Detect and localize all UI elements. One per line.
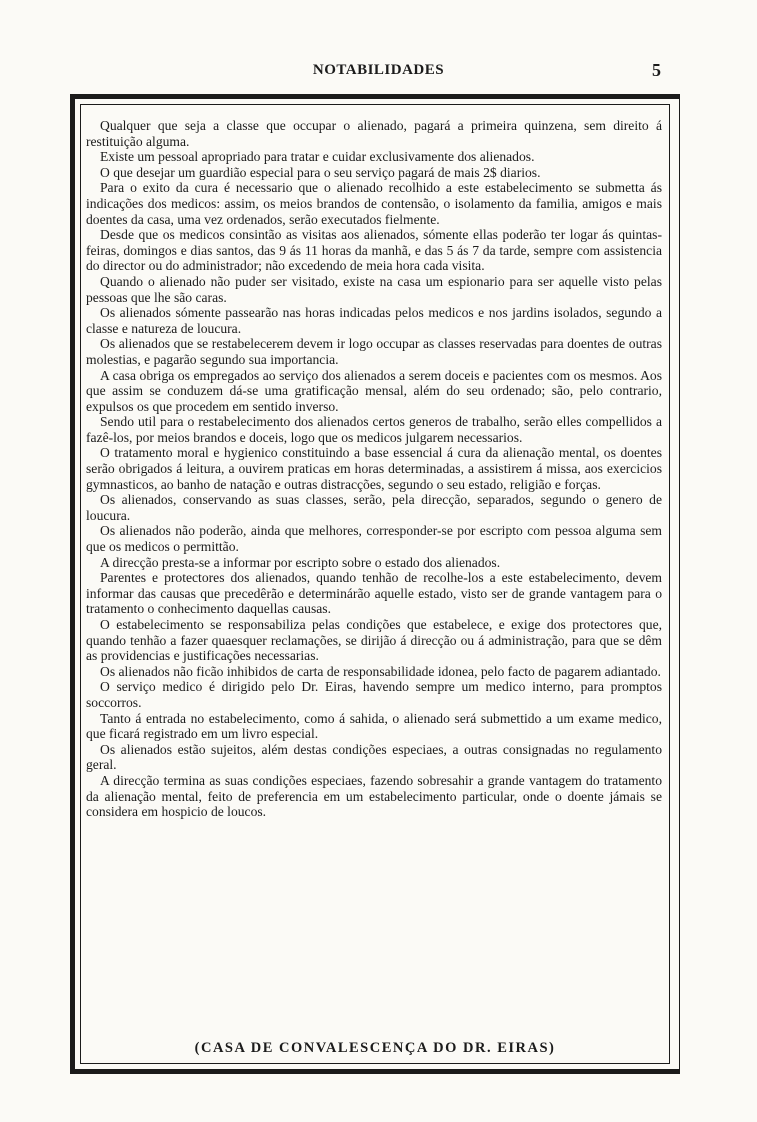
paragraph: Tanto á entrada no estabelecimento, como á sahida, o alienado será submettido a um exame medico, que ficará registrado em um livro especial. [86, 710, 662, 742]
paragraph: A direcção presta-se a informar por escripto sobre o estado dos alienados. [100, 554, 501, 570]
paragraph: Os alienados, conservando as suas classes, serão, pela direcção, separados, segundo o genero de loucura. [86, 492, 662, 523]
paragraph: Desde que os medicos consintão as visitas aos alienados, sómente ellas poderão ter logar ás quintas-feiras, domingos e dias santos, das 9 ás 11 horas da manhã, e das 5 ás 7 da tarde, sempre com assistencia do director ou do administrador; não excedendo de meia hora cada visita. [86, 227, 662, 274]
paragraph: O tratamento moral e hygienico constituindo a base essencial á cura da alienação mental, os doentes serão obrigados á leitura, a ouvirem praticas em horas determinadas, a assistirem á missa, aos exercicios gymnasticos, ao banho de natação e outras distracções, segundo o seu estado, religião e forças. [86, 445, 662, 492]
body-text [86, 118, 662, 820]
paragraph: O que desejar um guardião especial para o seu serviço pagará de mais 2$ diarios. [100, 164, 541, 180]
paragraph: Parentes e protectores dos alienados, quando tenhão de recolhe-los a este estabelecimento, devem informar das causas que precedêrão e determinárão aquelle estado, visto ser de grande vantagem para o tratamento o conhecimento daquellas causas. [86, 570, 662, 617]
paragraph: Os alienados não ficão inhibidos de carta de responsabilidade idonea, pelo facto de pagarem adiantado. [100, 663, 661, 679]
paragraph: O serviço medico é dirigido pelo Dr. Eiras, havendo sempre um medico interno, para promptos soccorros. [86, 679, 662, 710]
page-number: 5 [652, 60, 661, 80]
paragraph: A direcção termina as suas condições especiaes, fazendo sobresahir a grande vantagem do tratamento da alienação mental, feito de preferencia em um estabelecimento particular, onde o doente jámais se considera em hospicio de loucos. [86, 772, 662, 820]
paragraph: Os alienados que se restabelecerem devem ir logo occupar as classes reservadas para doentes de outras molestias, e pagarão segundo sua importancia. [86, 336, 662, 367]
paragraph: Sendo util para o restabelecimento dos alienados certos generos de trabalho, serão elles compellidos a fazê-los, por meios brandos e doceis, logo que os medicos julgarem necessarios. [86, 414, 662, 445]
paragraph: Quando o alienado não puder ser visitado, existe na casa um espionario para ser aquelle visto pelas pessoas que lhe são caras. [86, 273, 662, 305]
paragraph: Para o exito da cura é necessario que o alienado recolhido a este estabelecimento se submetta ás indicações dos medicos: assim, os meios brandos de contensão, o isolamento da familia, amigos e mais doentes da casa, uma vez ordenados, serão executados fielmente. [86, 180, 662, 227]
paragraph: Qualquer que seja a classe que occupar o alienado, pagará a primeira quinzena, sem direito á restituição alguma. [86, 118, 662, 149]
signature: (CASA DE CONVALESCENÇA DO DR. EIRAS) [194, 1040, 556, 1056]
paragraph: A casa obriga os empregados ao serviço dos alienados a serem doceis e pacientes com os mesmos. Aos que assim se conduzem dá-se uma gratificação mensal, além do seu ordenado; são, pelo contrario, expulsos os que procedem em sentido inverso. [86, 367, 662, 414]
paragraph: Existe um pessoal apropriado para tratar e cuidar exclusivamente dos alienados. [100, 149, 535, 165]
paragraph: Os alienados sómente passearão nas horas indicadas pelos medicos e nos jardins isolados, segundo a classe e natureza de loucura. [86, 305, 662, 336]
paragraph: Os alienados estão sujeitos, além destas condições especiaes, a outras consignadas no regulamento geral. [86, 741, 662, 773]
paragraph: O estabelecimento se responsabiliza pelas condições que estabelece, e exige dos protectores que, quando tenhão a fazer quaesquer reclamações, se dirijão á direcção ou á administração, para que se dêm as providencias e justificações necessarias. [86, 617, 662, 664]
paragraph: Os alienados não poderão, ainda que melhores, corresponder-se por escripto com pessoa alguma sem que os medicos o permittão. [86, 523, 662, 555]
page-title: NOTABILIDADES [312, 62, 445, 78]
